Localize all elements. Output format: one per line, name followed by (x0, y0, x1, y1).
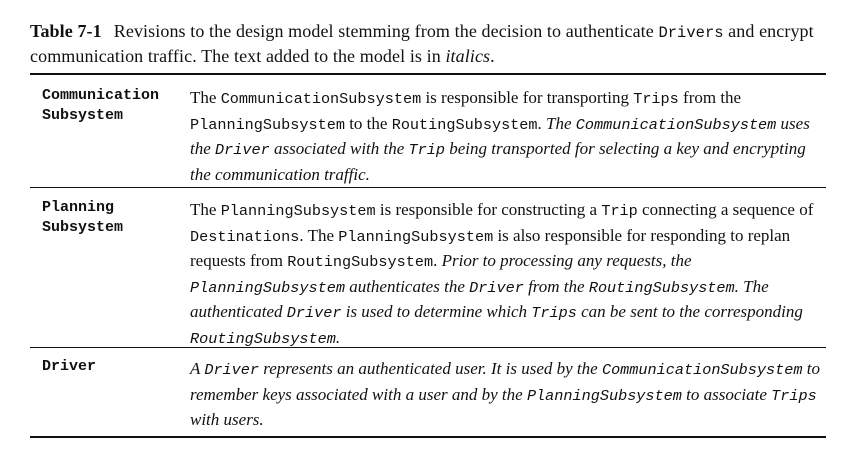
italic-code-term: Trips (531, 304, 577, 322)
caption-code-drivers: Drivers (658, 24, 724, 42)
caption-text: Revisions to the design model stemming from the decision to authenticate (113, 21, 659, 41)
caption-italics-word: italics (445, 46, 491, 66)
italic-code-term: Trips (771, 386, 817, 405)
caption-text-continued: and encrypt communication traffic. The text added to the model is in (30, 21, 814, 66)
row-term (42, 198, 182, 238)
table-top-rule (30, 73, 826, 75)
italic-text: . The authenticated (190, 276, 769, 321)
row-description (190, 198, 826, 351)
italic-code-term: PlanningSubsystem (190, 278, 345, 297)
italic-text: represents an authenticated user. It is used by the (259, 359, 602, 378)
italic-code-term: CommunicationSubsystem (601, 361, 803, 379)
row-description (190, 357, 826, 432)
italic-code-term: Driver (204, 361, 260, 379)
description-text: is responsible for constructing a (375, 200, 602, 219)
italic-text: A (190, 359, 205, 378)
description-text: connecting a sequence of (637, 200, 814, 219)
code-term: Trips (633, 90, 679, 108)
italic-text: being transported for selecting a key and encrypting the communication traffic. (190, 139, 806, 184)
row-term (42, 357, 182, 377)
description-text: from the (678, 88, 742, 107)
caption-period: . (490, 46, 495, 66)
italic-text: to associate (681, 384, 772, 404)
table-caption (30, 20, 830, 68)
description-text: . (537, 113, 547, 133)
row-term (42, 86, 182, 126)
table-bottom-rule (30, 436, 826, 438)
italic-text: to remember keys associated with a user and by the (190, 359, 820, 404)
italic-addition (190, 359, 820, 429)
description-text: . (433, 251, 442, 270)
row-divider (30, 187, 826, 188)
italic-text: . (335, 327, 341, 347)
italic-text: with users. (190, 410, 264, 429)
code-term: PlanningSubsystem (220, 202, 376, 220)
italic-text: uses the (190, 113, 810, 158)
italic-code-term: RoutingSubsystem (588, 278, 735, 297)
code-term: PlanningSubsystem (338, 227, 494, 246)
italic-text: Prior to processing any requests, the (441, 251, 692, 270)
code-term: RoutingSubsystem (287, 253, 434, 271)
italic-text: can be sent to the corresponding (576, 302, 803, 321)
italic-code-term: Driver (286, 304, 342, 322)
italic-code-term: Driver (469, 278, 524, 297)
italic-text: authenticates the (344, 276, 470, 296)
italic-code-term: Trip (408, 141, 446, 159)
description-text: is responsible for transporting (421, 88, 634, 107)
code-term: CommunicationSubsystem (220, 90, 422, 108)
description-text: to the (344, 113, 392, 133)
code-term: RoutingSubsystem (391, 115, 538, 134)
italic-text: The (546, 113, 576, 133)
term-line: Subsystem (42, 107, 124, 124)
term-line: Driver (42, 358, 97, 375)
code-term: Destinations (190, 227, 300, 246)
description-text: is also responsible for responding to replan requests from (190, 225, 791, 270)
description-text: The (190, 88, 221, 107)
italic-code-term: PlanningSubsystem (526, 386, 682, 405)
term-line: Subsystem (42, 219, 124, 236)
italic-code-term: CommunicationSubsystem (575, 115, 777, 134)
term-line: Communication (42, 87, 160, 104)
italic-text: is used to determine which (341, 302, 532, 321)
code-term: Trip (601, 202, 638, 220)
italic-code-term: Driver (215, 141, 270, 159)
italic-code-term: RoutingSubsystem (190, 329, 336, 348)
table-label: Table 7-1 (30, 21, 102, 41)
italic-text: associated with the (269, 139, 409, 158)
term-line: Planning (42, 199, 115, 216)
row-description (190, 86, 826, 186)
italic-text: from the (523, 276, 589, 296)
row-divider (30, 347, 826, 348)
code-term: PlanningSubsystem (190, 115, 345, 134)
description-text: . The (299, 225, 339, 245)
description-text: The (190, 200, 221, 219)
